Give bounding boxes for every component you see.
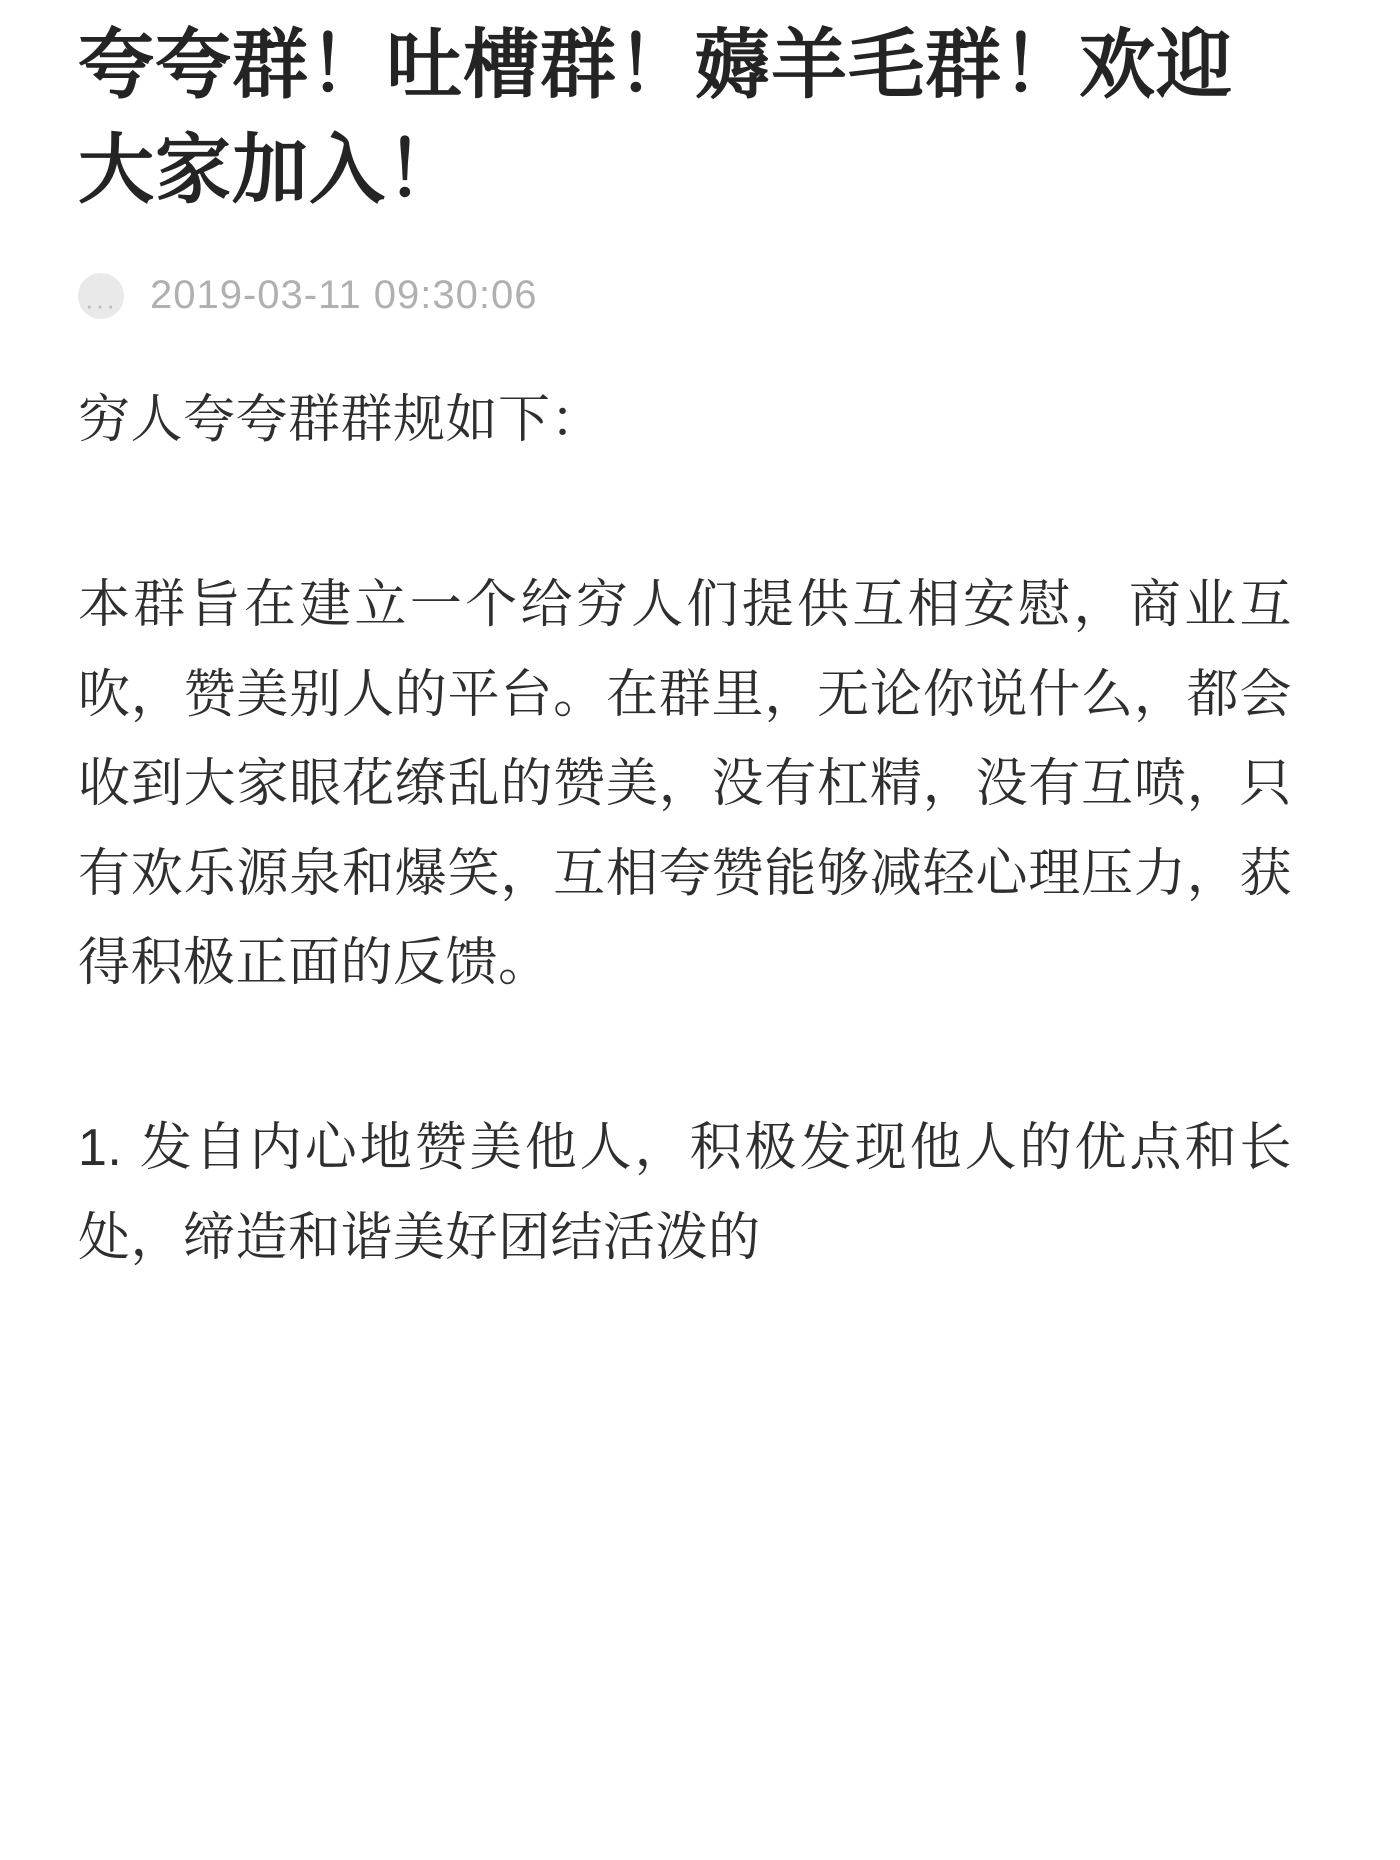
paragraph-description: 本群旨在建立一个给穷人们提供互相安慰，商业互吹，赞美别人的平台。在群里，无论你说什么，都会收到大家眼花缭乱的赞美，没有杠精，没有互喷，只有欢乐源泉和爆笑，互相夸赞能够减轻心理压力，获得积极正面的反馈。 [78, 576, 1292, 992]
paragraph-rule-1: 1. 发自内心地赞美他人，积极发现他人的优点和长处，缔造和谐美好团结活泼的 [78, 1119, 1292, 1267]
avatar-placeholder-icon: ··· [85, 289, 117, 319]
article-meta [78, 268, 1292, 324]
paragraph-intro: 穷人夸夸群群规如下： [78, 390, 604, 449]
page-title: 夸夸群！吐槽群！薅羊毛群！欢迎大家加入！ [78, 23, 1233, 213]
article-body [78, 376, 1292, 1284]
publish-timestamp: 2019-03-11 09:30:06 [150, 273, 538, 318]
avatar [78, 273, 124, 319]
